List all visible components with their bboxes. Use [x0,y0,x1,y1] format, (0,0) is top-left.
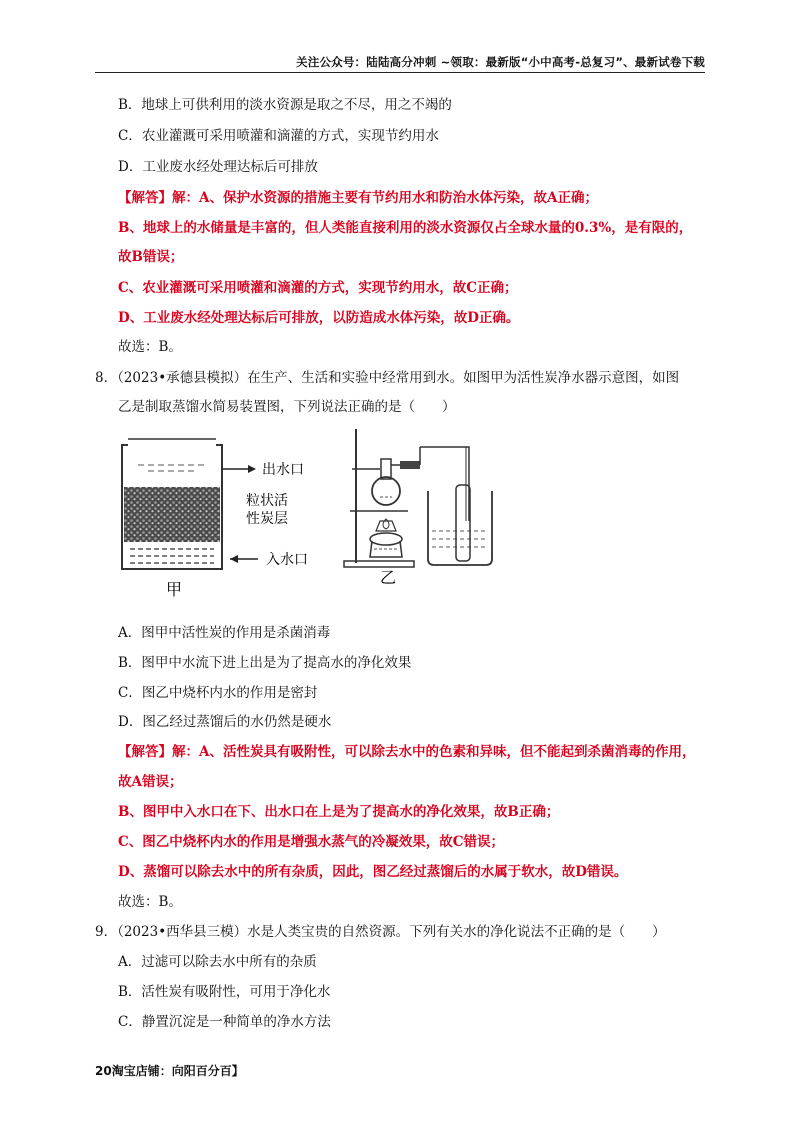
figure-label-yi: 乙 [380,568,397,587]
page-footer: 20淘宝店铺：向阳百分百】 [95,1064,244,1078]
q7-answer-line-3: 故B错误； [118,249,184,265]
purifier-diagram [122,439,258,569]
q8-stem-line-1: 8．（2023•承德县模拟）在生产、生活和实验中经常用到水。如图甲为活性炭净水器示意图，如图 [95,370,680,386]
q8-choice: 故选：B。 [118,894,182,910]
q7-option-d: D．工业废水经处理达标后可排放 [118,159,318,175]
q9-option-a: A．过滤可以除去水中所有的杂质 [118,954,317,970]
header-divider [95,72,705,73]
q8-stem-line-2: 乙是制取蒸馏水简易装置图，下列说法正确的是（ ） [118,399,456,415]
figure-label-jia: 甲 [166,580,183,599]
test-tube [456,485,470,561]
q9-option-c: C．静置沉淀是一种简单的净水方法 [118,1014,331,1030]
distilling-flask [372,477,400,505]
q8-option-d: D．图乙经过蒸馏后的水仍然是硬水 [118,714,332,730]
q9-option-b: B．活性炭有吸附性，可用于净化水 [118,984,331,1000]
distillation-apparatus [344,429,492,567]
q8-option-b: B．图甲中水流下进上出是为了提高水的净化效果 [118,655,412,671]
q8-answer-line-5: D、蒸馏可以除去水中的所有杂质，因此，图乙经过蒸馏后的水属于软水，故D错误。 [118,864,628,880]
q7-answer-line-5: D、工业废水经处理达标后可排放，以防造成水体污染，故D正确。 [118,310,520,326]
q7-option-b: B．地球上可供利用的淡水资源是取之不尽，用之不竭的 [118,97,452,113]
q9-stem: 9．（2023•西华县三模）水是人类宝贵的自然资源。下列有关水的净化说法不正确的是（ ） [95,924,666,940]
q7-answer-tag: 【解答】 [118,190,172,206]
q7-answer-line-4: C、农业灌溉可采用喷灌和滴灌的方式，实现节约用水，故C正确； [118,280,518,296]
carbon-layer [124,487,220,542]
outlet-label: 出水口 [262,462,304,478]
q8-answer-tag: 【解答】 [118,744,172,760]
alcohol-lamp [370,533,402,545]
q7-answer-line-2: B、地球上的水储量是丰富的，但人类能直接利用的淡水资源仅占全球水量的0.3%，是有限的， [118,220,693,236]
q8-answer-line-2: 故A错误； [118,774,183,790]
inlet-label: 入水口 [266,552,308,568]
q8-option-a: A．图甲中活性炭的作用是杀菌消毒 [118,625,331,641]
carbon-layer-label-2: 性炭层 [246,511,288,527]
q8-answer-line-1: 【解答】解：A、活性炭具有吸附性，可以除去水中的色素和异味，但不能起到杀菌消毒的作用， [118,744,696,760]
page-header: 关注公众号：陆陆高分冲刺 ~领取：最新版“小中高考-总复习”、最新试卷下载 [296,55,705,69]
q8-option-c: C．图乙中烧杯内水的作用是密封 [118,685,318,701]
q8-figure [118,423,558,603]
q7-option-c: C．农业灌溉可采用喷灌和滴灌的方式，实现节约用水 [118,128,439,144]
beaker [428,491,492,565]
q8-answer-line-3: B、图甲中入水口在下、出水口在上是为了提高水的净化效果，故B正确； [118,804,560,820]
q8-answer-line-4: C、图乙中烧杯内水的作用是增强水蒸气的冷凝效果，故C错误； [118,834,504,850]
carbon-layer-label-1: 粒状活 [246,493,288,509]
q7-answer-line-1: 【解答】解：A、保护水资源的措施主要有节约用水和防治水体污染，故A正确； [118,190,598,206]
q7-choice: 故选：B。 [118,339,182,355]
